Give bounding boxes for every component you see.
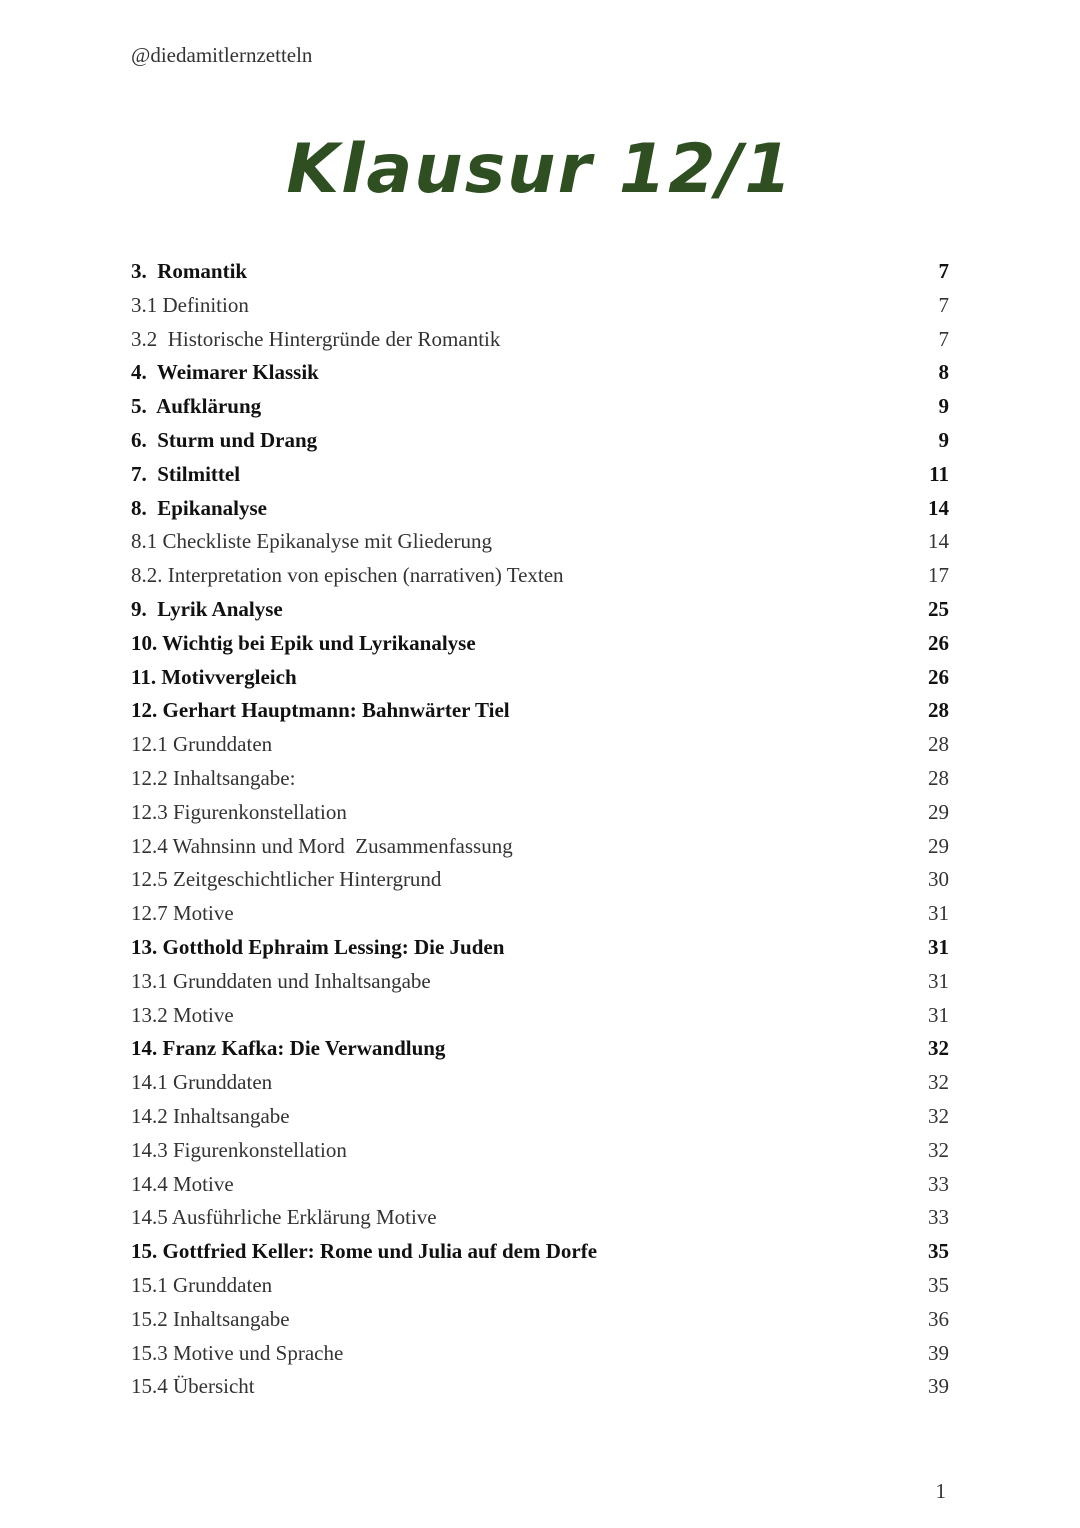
toc-entry-page: 31 xyxy=(928,1002,949,1027)
toc-entry xyxy=(131,493,949,527)
toc-entry-page: 33 xyxy=(928,1171,949,1196)
toc-entry xyxy=(131,1371,949,1405)
toc-entry-page: 33 xyxy=(928,1205,949,1230)
toc-entry-label: 9. Lyrik Analyse xyxy=(131,596,283,621)
toc-entry-page: 32 xyxy=(928,1103,949,1128)
toc-entry xyxy=(131,1101,949,1135)
toc-entry-page: 32 xyxy=(928,1137,949,1162)
toc-entry-page: 39 xyxy=(928,1374,949,1399)
toc-entry-label: 15.4 Übersicht xyxy=(131,1374,255,1399)
toc-entry-page: 28 xyxy=(928,698,949,723)
toc-entry xyxy=(131,864,949,898)
toc-entry-page: 29 xyxy=(928,833,949,858)
toc-entry-page: 9 xyxy=(938,394,949,419)
toc-entry-page: 28 xyxy=(928,732,949,757)
toc-entry-label: 14.2 Inhaltsangabe xyxy=(131,1103,290,1128)
toc-entry xyxy=(131,357,949,391)
toc-entry xyxy=(131,729,949,763)
toc-entry xyxy=(131,898,949,932)
toc-entry xyxy=(131,391,949,425)
toc-entry-page: 36 xyxy=(928,1306,949,1331)
toc-entry-label: 12.1 Grunddaten xyxy=(131,732,273,757)
toc-entry xyxy=(131,1000,949,1034)
toc-entry xyxy=(131,1338,949,1372)
toc-entry-page: 8 xyxy=(938,360,949,385)
toc-entry xyxy=(131,966,949,1000)
toc-entry-label: 8.1 Checkliste Epikanalyse mit Gliederung xyxy=(131,529,492,554)
toc-entry-label: 5. Aufklärung xyxy=(131,394,262,419)
toc-entry xyxy=(131,695,949,729)
toc-entry-page: 26 xyxy=(928,630,949,655)
toc-entry-label: 13.2 Motive xyxy=(131,1002,234,1027)
toc-entry-label: 13.1 Grunddaten und Inhaltsangabe xyxy=(131,968,431,993)
toc-entry-label: 10. Wichtig bei Epik und Lyrikanalyse xyxy=(131,630,476,655)
toc-entry-label: 7. Stilmittel xyxy=(131,461,241,486)
toc-entry-page: 31 xyxy=(928,901,949,926)
toc-entry-label: 11. Motivvergleich xyxy=(131,664,297,689)
page-title: Klausur 12/1 xyxy=(286,130,794,209)
toc-entry-page: 17 xyxy=(928,563,949,588)
toc-entry xyxy=(131,1033,949,1067)
toc-entry xyxy=(131,1067,949,1101)
toc-entry-page: 7 xyxy=(938,259,949,283)
toc-entry xyxy=(131,1135,949,1169)
toc-entry-page: 32 xyxy=(928,1070,949,1095)
toc-entry-page: 39 xyxy=(928,1340,949,1365)
toc-entry-label: 12.3 Figurenkonstellation xyxy=(131,799,347,824)
toc-entry-page: 25 xyxy=(928,596,949,621)
toc-entry-label: 15.1 Grunddaten xyxy=(131,1272,273,1297)
toc-entry-label: 12.2 Inhaltsangabe: xyxy=(131,765,296,790)
toc-entry-label: 14. Franz Kafka: Die Verwandlung xyxy=(131,1036,446,1061)
toc-entry-page: 26 xyxy=(928,664,949,689)
toc-entry-label: 3.1 Definition xyxy=(131,292,249,317)
toc-entry-label: 12.4 Wahnsinn und Mord Zusammenfassung xyxy=(131,833,513,858)
toc-entry-page: 28 xyxy=(928,765,949,790)
toc-entry xyxy=(131,290,949,324)
toc-entry xyxy=(131,425,949,459)
toc-entry-label: 12.5 Zeitgeschichtlicher Hintergrund xyxy=(131,867,442,892)
toc-entry-label: 8. Epikanalyse xyxy=(131,495,267,520)
toc-entry-label: 14.1 Grunddaten xyxy=(131,1070,273,1095)
toc-entry xyxy=(131,1169,949,1203)
toc-entry xyxy=(131,763,949,797)
toc-entry-page: 11 xyxy=(929,461,949,486)
toc-entry xyxy=(131,1304,949,1338)
toc-entry-page: 9 xyxy=(938,427,949,452)
toc-entry-page: 14 xyxy=(928,495,949,520)
toc-entry-page: 35 xyxy=(928,1272,949,1297)
toc-entry xyxy=(131,594,949,628)
table-of-contents xyxy=(131,256,949,1405)
toc-entry-page: 29 xyxy=(928,799,949,824)
toc-entry-page: 35 xyxy=(928,1239,949,1264)
toc-entry xyxy=(131,256,949,290)
toc-entry-label: 8.2. Interpretation von epischen (narrativen) Texten xyxy=(131,563,564,588)
toc-entry xyxy=(131,932,949,966)
toc-entry-label: 15.3 Motive und Sprache xyxy=(131,1340,344,1365)
toc-entry xyxy=(131,662,949,696)
toc-entry-page: 14 xyxy=(928,529,949,554)
toc-entry xyxy=(131,560,949,594)
toc-entry-label: 12. Gerhart Hauptmann: Bahnwärter Tiel xyxy=(131,698,510,723)
toc-entry xyxy=(131,1270,949,1304)
toc-entry-label: 12.7 Motive xyxy=(131,901,234,926)
toc-entry-label: 13. Gotthold Ephraim Lessing: Die Juden xyxy=(131,934,505,959)
toc-entry-label: 4. Weimarer Klassik xyxy=(131,360,319,385)
toc-entry xyxy=(131,1236,949,1270)
toc-entry-label: 3. Romantik xyxy=(131,259,248,283)
toc-entry-page: 7 xyxy=(938,326,949,351)
author-handle: @diedamitlernzetteln xyxy=(131,43,313,67)
toc-entry xyxy=(131,459,949,493)
toc-entry xyxy=(131,628,949,662)
toc-entry xyxy=(131,1202,949,1236)
toc-entry-label: 3.2 Historische Hintergründe der Romantik xyxy=(131,326,501,351)
toc-entry-page: 7 xyxy=(938,292,949,317)
toc-entry-label: 14.3 Figurenkonstellation xyxy=(131,1137,347,1162)
toc-entry xyxy=(131,797,949,831)
toc-entry xyxy=(131,831,949,865)
toc-entry-label: 14.5 Ausführliche Erklärung Motive xyxy=(131,1205,437,1230)
toc-entry xyxy=(131,526,949,560)
toc-entry-label: 14.4 Motive xyxy=(131,1171,234,1196)
toc-entry-page: 30 xyxy=(928,867,949,892)
toc-entry-page: 31 xyxy=(928,968,949,993)
toc-entry-label: 15. Gottfried Keller: Rome und Julia auf dem Dorfe xyxy=(131,1239,598,1264)
toc-entry-page: 31 xyxy=(928,934,949,959)
toc-entry-label: 6. Sturm und Drang xyxy=(131,427,318,452)
toc-entry-page: 32 xyxy=(928,1036,949,1061)
toc-entry-label: 15.2 Inhaltsangabe xyxy=(131,1306,290,1331)
page-number: 1 xyxy=(935,1479,946,1503)
toc-entry xyxy=(131,324,949,358)
